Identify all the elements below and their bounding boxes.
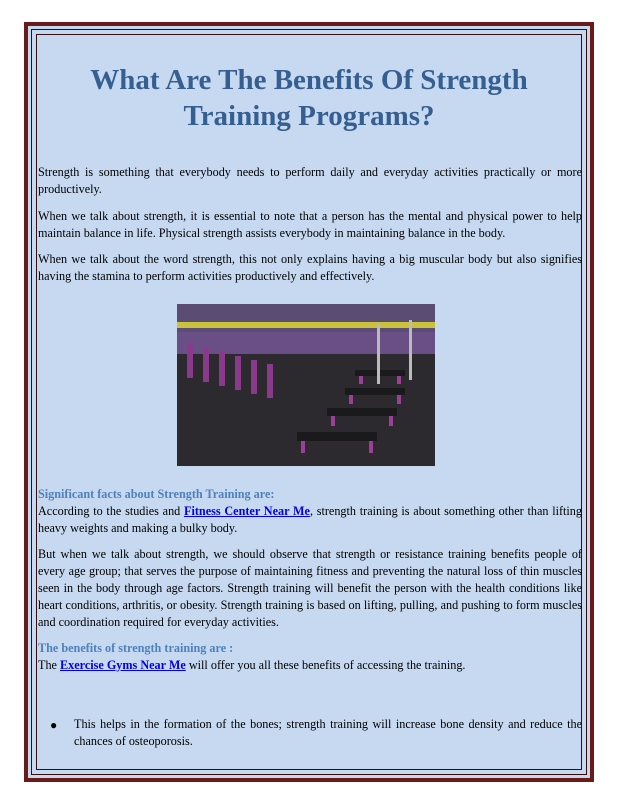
facts-heading: Significant facts about Strength Training are: [38, 487, 275, 501]
facts-text-after-link: , strength training is about something other than lifting heavy weights and making a bulky body. [38, 504, 582, 535]
facts-paragraph-1 [38, 486, 582, 537]
intro-paragraph-1: Strength is something that everybody needs to perform daily and everyday activities practically or more productively. [38, 165, 582, 196]
fitness-center-link[interactable]: Fitness Center Near Me [184, 504, 310, 518]
benefits-text-before-link: The [38, 658, 60, 672]
facts-text-before-link: According to the studies and [38, 504, 185, 518]
benefits-paragraph [38, 640, 582, 674]
exercise-gyms-link[interactable]: Exercise Gyms Near Me [60, 658, 186, 672]
intro-paragraph-2: When we talk about strength, it is essential to note that a person has the mental and physical power to help maintain balance in life. Physical strength assists everybody in maintaining balance in the body. [38, 209, 582, 240]
bullet-item-1: This helps in the formation of the bones; strength training will increase bone density and reduce the chances of osteoporosis. [74, 717, 582, 748]
page-title: What Are The Benefits Of Strength Training Programs? [90, 64, 528, 132]
bullet-dot: ● [50, 718, 58, 732]
gym-illustration [177, 304, 435, 466]
intro-paragraph-3: When we talk about the word strength, this not only explains having a big muscular body but also signifies having the stamina to perform activities productively and effectively. [38, 252, 582, 283]
gym-photo [177, 304, 435, 466]
benefits-text-after-link: will offer you all these benefits of accessing the training. [185, 658, 466, 672]
document-page [24, 22, 594, 782]
benefits-heading: The benefits of strength training are : [38, 641, 234, 655]
facts-paragraph-2: But when we talk about strength, we should observe that strength or resistance training benefits people of every age group; that serves the purpose of maintaining fitness and preventing the natural loss of thin muscles seen in the body through age factors. Strength training will benefit the person with the health conditions like heart conditions, arthritis, or obesity. Strength training is based on lifting, pulling, and pushing to form muscles and coordination required for everyday activities. [38, 547, 582, 629]
